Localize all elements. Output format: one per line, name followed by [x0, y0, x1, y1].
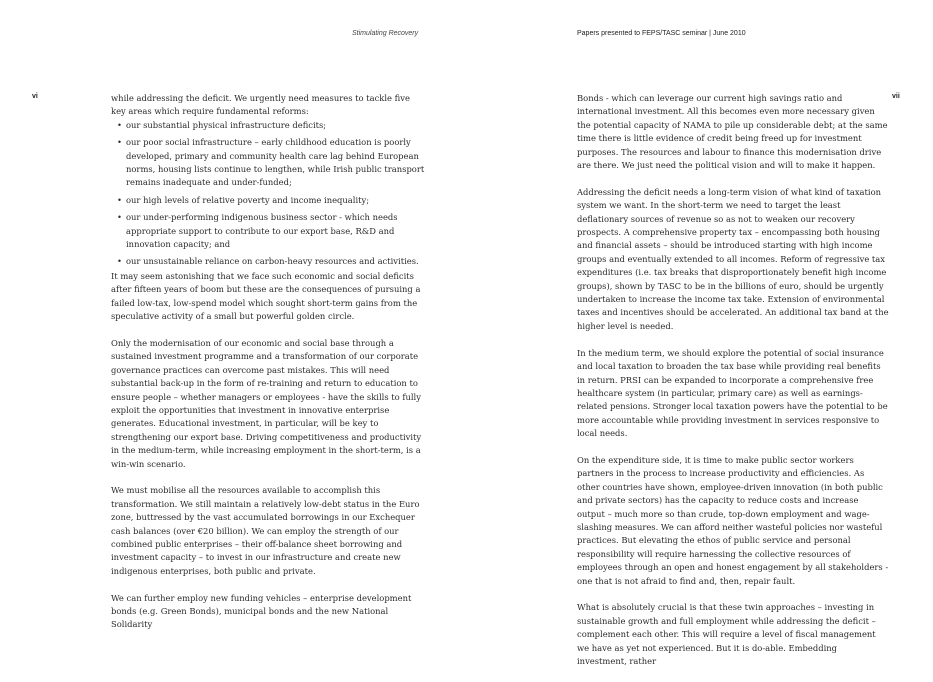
list-item: • our poor social infrastructure – early childhood education is poorly developed, primary and community health care lag behind European norms, housing lists continue to lengthen, while Irish public transport remains inadequate and under-funded; [117, 137, 425, 188]
list-item: • our unsustainable reliance on carbon-heavy resources and activities. [111, 255, 425, 268]
body-paragraph: Bonds - which can leverage our current high savings ratio and international investment. All this becomes even more necessary given the potential capacity of NAMA to pile up considerable debt; at the same time there is little evidence of credit being freed up for investment purposes. The resources and labour to finance this modernisation drive are there. We just need the political vision and will to make it happen. [577, 93, 888, 171]
list-item: • our under-performing indigenous business sector - which needs appropriate support to contribute to our export base, R&D and innovation capacity; and [117, 212, 398, 250]
body-paragraph: Addressing the deficit needs a long-term vision of what kind of taxation system we want. In the short-term we need to target the least deflationary sources of revenue so as not to weaken our recovery prospects. A comprehensive property tax – encompassing both housing and financial assets – should be introduced starting with high income groups and eventually extended to all incomes. Reform of regressive tax expenditures (i.e. tax breaks that disproportionately benefit high income groups), shown by TASC to be in the billions of euro, should be urgently undertaken to increase the income tax take. Extension of environmental taxes and incentives should be accelerated. An additional tax band at the higher level is needed. [577, 186, 889, 331]
left-body-column [111, 92, 425, 645]
body-paragraph: On the expenditure side, it is time to make public sector workers partners in the process to increase productivity and efficiencies. As other countries have shown, employee-driven innovation (in both public and private sectors) has the capacity to reduce costs and increase output – much more so than crude, top-down employment and wage-slashing measures. We can afford neither wasteful policies nor wasteful practices. But elevating the ethos of public service and personal responsibility will require harnessing the collective resources of employees through an open and honest engagement by all stakeholders - one that is not afraid to find and, then, repair fault. [577, 454, 889, 586]
running-header-right: Papers presented to FEPS/TASC seminar | June 2010 [577, 30, 746, 37]
body-paragraph: In the medium term, we should explore the potential of social insurance and local taxation to broaden the tax base while providing real benefits in return. PRSI can be expanded to incorporate a comprehensive free healthcare system (in particular, primary care) as well as earnings-related pensions. Stronger local taxation powers have the potential to be more accountable while providing investment in services responsive to local needs. [577, 347, 888, 439]
list-item: • our high levels of relative poverty and income inequality; [111, 194, 425, 207]
intro-paragraph: while addressing the deficit. We urgently need measures to tackle five key areas which require fundamental reforms: [111, 93, 410, 117]
list-item: • our substantial physical infrastructure deficits; [111, 119, 425, 132]
running-header-left: Stimulating Recovery [352, 30, 419, 37]
left-page [0, 0, 466, 662]
reform-areas-list [111, 119, 425, 269]
body-paragraph: Only the modernisation of our economic and social base through a sustained investment programme and a transformation of our corporate governance practices can overcome past mistakes. This will need substantial back-up in the form of re-training and return to education to ensure people – whether managers or employees - have the skills to fully exploit the opportunities that investment in innovative enterprise generates. Educational investment, in particular, will be key to strengthening our export base. Driving competitiveness and productivity in the medium-term, while increasing employment in the short-term, is a win-win scenario. [111, 337, 422, 469]
page-number-right: vii [892, 93, 900, 100]
right-body-column [577, 92, 889, 682]
bullet-icon: • [117, 212, 122, 223]
bullet-icon: • [117, 137, 122, 148]
body-paragraph: It may seem astonishing that we face such economic and social deficits after fifteen years of boom but these are the consequences of pursuing a failed low-tax, low-spend model which sought short-term gains from the speculative activity of a small but powerful golden circle. [111, 270, 421, 322]
page-number-left: vi [32, 93, 38, 100]
body-paragraph: We can further employ new funding vehicles – enterprise development bonds (e.g. Green Bonds), municipal bonds and the new National Solidarity [111, 592, 412, 630]
bullet-icon: • [117, 256, 122, 267]
bullet-icon: • [117, 119, 122, 130]
body-paragraph: What is absolutely crucial is that these twin approaches – investing in sustainable growth and full employment while addressing the deficit – complement each other. This will require a level of fiscal management we have as yet not experienced. But it is do-able. Embedding investment, rather [577, 602, 876, 666]
body-paragraph: We must mobilise all the resources available to accomplish this transformation. We still maintain a relatively low-debt status in the Euro zone, buttressed by the vast accumulated borrowings in our Exchequer cash balances (over €20 billion). We can employ the strength of our combined public enterprises – their off-balance sheet borrowing and investment capacity – to invest in our infrastructure and create new indigenous enterprises, both public and private. [111, 485, 420, 576]
bullet-icon: • [117, 194, 122, 205]
right-page [466, 0, 933, 666]
